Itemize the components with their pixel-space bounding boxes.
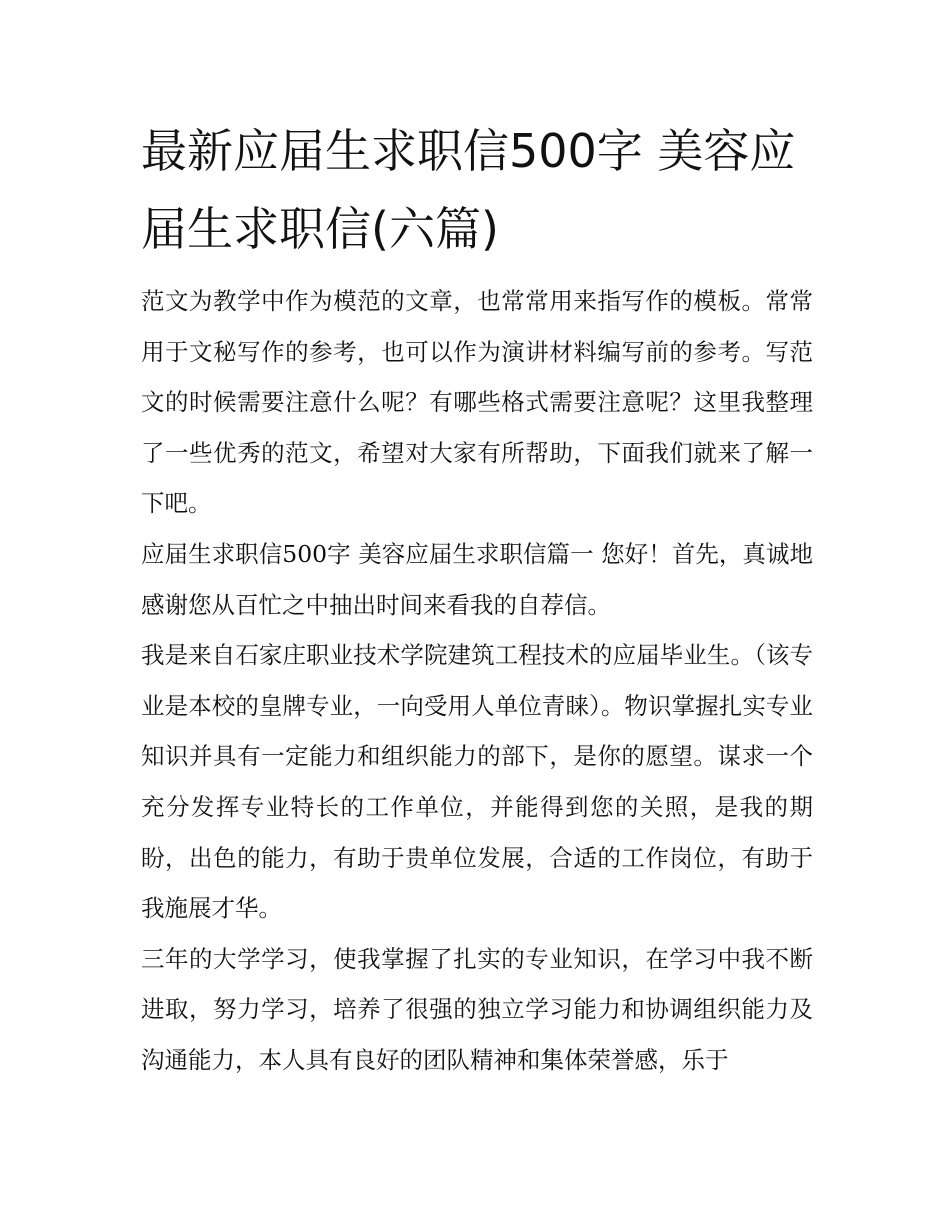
paragraph-greeting: 应届生求职信500字 美容应届生求职信篇一 您好！首先，真诚地感谢您从百忙之中抽出时间来看我的自荐信。 [141, 539, 813, 619]
paragraph-background: 我是来自石家庄职业技术学院建筑工程技术的应届毕业生。（该专业是本校的皇牌专业，一向受用人单位青睐）。物识掌握扎实专业知识并具有一定能力和组织能力的部下，是你的愿望。谋求一个充分发挥专业特长的工作单位，并能得到您的关照，是我的期盼，出色的能力，有助于贵单位发展，合适的工作岗位，有助于我施展才华。 [141, 641, 813, 923]
paragraph-study: 三年的大学学习，使我掌握了扎实的专业知识，在学习中我不断进取，努力学习，培养了很强的独立学习能力和协调组织能力及沟通能力，本人具有良好的团队精神和集体荣誉感，乐于 [141, 944, 813, 1074]
paragraph-intro: 范文为教学中作为模范的文章，也常常用来指写作的模板。常常用于文秘写作的参考，也可以作为演讲材料编写前的参考。写范文的时候需要注意什么呢？有哪些格式需要注意呢？这里我整理了一些优秀的范文，希望对大家有所帮助，下面我们就来了解一下吧。 [141, 287, 813, 518]
document-body [141, 276, 813, 1086]
document-title: 最新应届生求职信500字 美容应届生求职信(六篇) [141, 124, 796, 256]
